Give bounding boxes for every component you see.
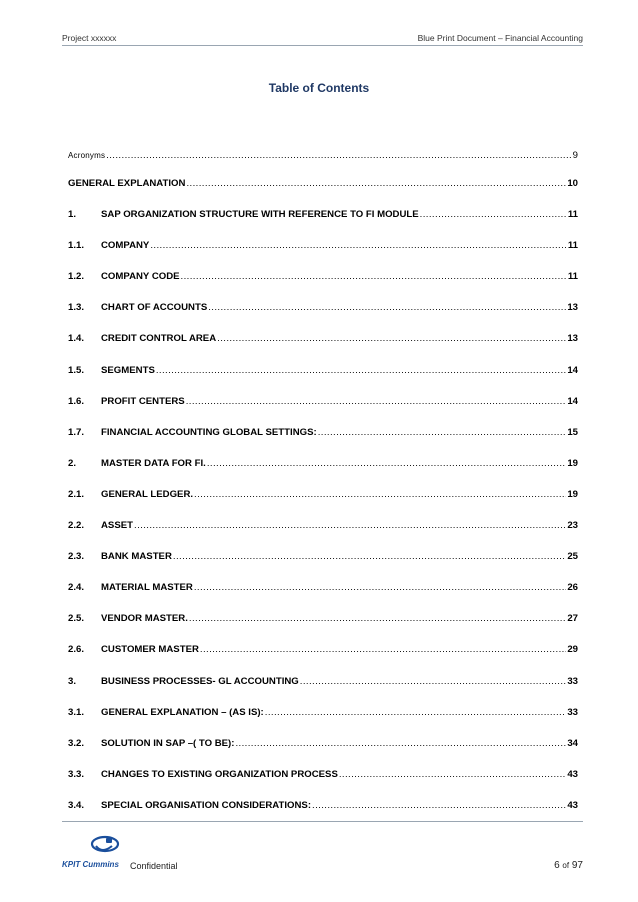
toc-dot-leader [235,738,566,749]
toc-entry-page: 33 [567,706,578,718]
page-number [554,860,583,871]
toc-entry-label: VENDOR MASTER. [101,613,188,625]
toc-entry-number: 2.6. [68,644,85,656]
toc-entry-number: 3. [68,675,77,687]
toc-entry-page: 43 [567,768,578,780]
toc-entry-number: 2.3. [68,551,85,563]
total-pages: 97 [571,860,583,871]
toc-entry-number: 3.4. [68,799,85,811]
toc-entry-label: SAP ORGANIZATION STRUCTURE WITH REFERENCE TO FI MODULE [101,209,419,221]
toc-entry-page: 15 [567,426,578,438]
toc-entry-page: 25 [567,551,578,563]
toc-entry-page: 14 [567,395,578,407]
toc-entry-number: 2.2. [68,520,85,532]
toc-entry[interactable] [68,707,578,738]
toc-entry[interactable] [68,551,578,582]
toc-dot-leader [318,427,567,438]
toc-entry-page: 33 [567,675,578,687]
toc-entry-number: 2. [68,457,77,469]
toc-entry[interactable] [68,427,578,458]
toc-entry-page: 23 [567,520,578,532]
toc-entry[interactable] [68,644,578,675]
toc-entry-page: 11 [567,240,578,252]
toc-entry-label: BUSINESS PROCESSES- GL ACCOUNTING [101,675,299,687]
toc-entry-label: SEGMENTS [101,364,155,376]
toc-entry[interactable] [68,178,578,209]
toc-dot-leader [194,489,566,500]
toc-entry-label: CHANGES TO EXISTING ORGANIZATION PROCESS [101,768,338,780]
toc-title: Table of Contents [268,81,370,95]
toc-dot-leader [186,178,566,189]
toc-dot-leader [300,676,567,687]
toc-entry-page: 19 [567,457,578,469]
toc-dot-leader [207,458,567,469]
toc-dot-leader [106,150,571,161]
toc-entry-number: 1. [68,209,77,221]
toc-entry-page: 10 [567,178,578,189]
toc-entry-label: BANK MASTER [101,551,172,563]
toc-entry[interactable] [68,582,578,613]
toc-dot-leader [208,302,566,313]
toc-entry-number: 1.3. [68,302,85,314]
current-page: 6 [554,860,560,871]
toc-entry-page: 13 [567,302,578,314]
toc-entry-page: 11 [567,209,578,221]
toc-entry-page: 11 [567,271,578,283]
toc-entry-label: FINANCIAL ACCOUNTING GLOBAL SETTINGS: [101,426,317,438]
toc-entry-label: GENERAL LEDGER. [101,488,194,500]
toc-entry-number: 3.1. [68,706,85,718]
toc-entry-number: 1.4. [68,333,85,345]
toc-dot-leader [186,396,567,407]
toc-entry-number: 3.2. [68,737,85,749]
toc-entry-label: SPECIAL ORGANISATION CONSIDERATIONS: [101,799,312,811]
toc-entry[interactable] [68,333,578,364]
toc-dot-leader [181,271,567,282]
toc-dot-leader [173,551,566,562]
toc-entry[interactable] [68,676,578,707]
page-of-label: of [562,861,570,870]
toc-entry-page: 19 [567,488,578,500]
toc-dot-leader [189,613,566,624]
toc-dot-leader [312,800,566,811]
toc-entry-page: 13 [567,333,578,345]
header-document-title: Blue Print Document – Financial Accounting [417,33,583,43]
toc-entry-label: PROFIT CENTERS [101,395,185,407]
toc-entry[interactable] [68,302,578,333]
toc-entry-number: 1.7. [68,426,85,438]
toc-entry[interactable] [68,613,578,644]
toc-entry[interactable] [68,271,578,302]
toc-entry[interactable] [68,240,578,271]
toc-entry[interactable] [68,209,578,240]
toc-entry-number: 3.3. [68,768,85,780]
toc-entry-label: MATERIAL MASTER [101,582,193,594]
toc-dot-leader [194,582,566,593]
toc-entry-page: 14 [567,364,578,376]
toc-entry-number: 1.2. [68,271,85,283]
toc-entry-page: 34 [567,737,578,749]
toc-entry-number: 1.1. [68,240,85,252]
toc-entry-label: Acronyms [68,151,106,160]
toc-entry-label: SOLUTION IN SAP –( TO BE): [101,737,235,749]
toc-dot-leader [134,520,566,531]
toc-entry[interactable] [68,800,578,831]
toc-dot-leader [339,769,566,780]
toc-entry[interactable] [68,738,578,769]
toc-entry-label: CUSTOMER MASTER [101,644,199,656]
toc-entry-number: 2.5. [68,613,85,625]
toc-entry-page: 26 [567,582,578,594]
toc-entry[interactable] [68,520,578,551]
footer-divider [62,821,583,822]
toc-entry-number: 2.1. [68,488,85,500]
table-of-contents [68,150,578,831]
toc-dot-leader [156,365,566,376]
toc-entry-page: 27 [567,613,578,625]
confidential-label: Confidential [130,861,178,871]
toc-entry-label: GENERAL EXPLANATION [68,178,186,189]
toc-entry-label: CREDIT CONTROL AREA [101,333,217,345]
header-project: Project xxxxxx [62,33,117,43]
toc-entry-page: 29 [567,644,578,656]
toc-dot-leader [150,240,567,251]
toc-entry-page: 43 [567,799,578,811]
toc-entry-number: 1.6. [68,395,85,407]
toc-entry[interactable] [68,396,578,427]
toc-entry[interactable] [68,489,578,520]
toc-entry-label: CHART OF ACCOUNTS [101,302,208,314]
toc-dot-leader [217,333,566,344]
toc-entry-page: 9 [572,150,578,161]
toc-entry-label: ASSET [101,520,133,532]
toc-entry-number: 1.5. [68,364,85,376]
logo-text: KPIT Cummins [62,860,119,869]
toc-dot-leader [265,707,567,718]
toc-entry-label: MASTER DATA FOR FI. [101,457,206,469]
toc-entry[interactable] [68,365,578,396]
toc-entry-label: GENERAL EXPLANATION – (AS IS): [101,706,264,718]
toc-entry[interactable] [68,458,578,489]
toc-entry[interactable] [68,150,578,178]
toc-dot-leader [200,644,566,655]
toc-dot-leader [420,209,567,220]
toc-entry-number: 2.4. [68,582,85,594]
toc-entry-label: COMPANY CODE [101,271,180,283]
toc-entry-label: COMPANY [101,240,150,252]
page-header [62,31,583,46]
toc-entry[interactable] [68,769,578,800]
